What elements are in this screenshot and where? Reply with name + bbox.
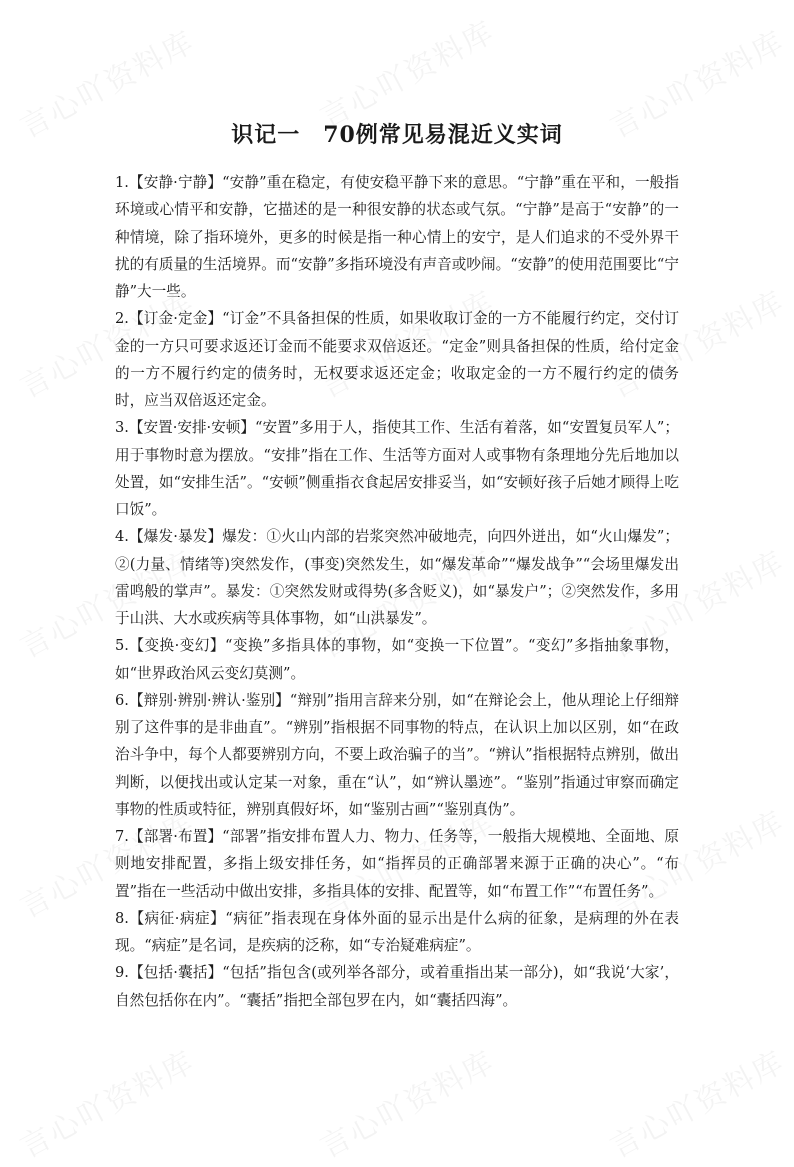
entry-2: 2.【订金·定金】“订金”不具备担保的性质，如果收取订金的一方不能履行约定，交付订金的一方只可要求返还订金而不能要求双倍返还。“定金”则具备担保的性质，给付定金的一方不履行约定的债务时，无权要求返还定金；收取定金的一方不履行约定的债务时，应当双倍返还定金。 xyxy=(115,310,679,409)
entry-4: 4.【爆发·暴发】爆发：①火山内部的岩浆突然冲破地壳，向四外迸出，如“火山爆发”；②(力量、情绪等)突然发作，(事变)突然发生，如“爆发革命”“爆发战争”“会场里爆发出雷鸣般的掌声”。暴发：①突然发财或得势(多含贬义)，如“暴发户”；②突然发作，多用于山洪、大水或疾病等具体事物，如“山洪暴发”。 xyxy=(115,528,679,627)
entry-8: 8.【病征·病症】“病征”指表现在身体外面的显示出是什么病的征象，是病理的外在表现。“病症”是名词，是疾病的泛称，如“专治疑难病症”。 xyxy=(115,909,679,954)
entry-6: 6.【辩别·辨别·辨认·鉴别】“辩别”指用言辞来分别，如“在辩论会上，他从理论上仔细辩别了这件事的是非曲直”。“辨别”指根据不同事物的特点，在认识上加以区别，如“在政治斗争中，每个人都要辨别方向，不要上政治骗子的当”。“辨认”指根据特点辨别，做出判断，以便找出或认定某一对象，重在“认”，如“辨认墨迹”。“鉴别”指通过审察而确定事物的性质或特征，辨别真假好坏，如“鉴别古画”“鉴别真伪”。 xyxy=(115,691,679,818)
entry-5: 5.【变换·变幻】“变换”多指具体的事物，如“变换一下位置”。“变幻”多指抽象事物，如“世界政治风云变幻莫测”。 xyxy=(115,637,679,682)
watermark xyxy=(601,1038,791,1167)
entry-3: 3.【安置·安排·安顿】“安置”多用于人，指使其工作、生活有着落，如“安置复员军人”；用于事物时意为摆放。“安排”指在工作、生活等方面对人或事物有条理地分先后地加以处置，如“安排生活”。“安顿”侧重指衣食起居安排妥当，如“安顿好孩子后她才顾得上吃口饭”。 xyxy=(115,419,679,518)
watermark xyxy=(11,1038,201,1167)
watermark xyxy=(311,1038,501,1167)
entry-1: 1.【安静·宁静】“安静”重在稳定，有使安稳平静下来的意思。“宁静”重在平和，一般指环境或心情平和安静，它描述的是一种很安静的状态或气氛。“宁静”是高于“安静”的一种情境，除了指环境外，更多的时候是指一种心情上的安宁，是人们追求的不受外界干扰的有质量的生活境界。而“安静”多指环境没有声音或吵闹。“安静”的使用范围要比“宁静”大一些。 xyxy=(115,174,679,300)
page-title: 识记一 70例常见易混近义实词 xyxy=(231,122,563,148)
entry-9: 9.【包括·囊括】“包括”指包含(或列举各部分，或着重指出某一部分)，如“我说‘大家’，自然包括你在内”。“囊括”指把全部包罗在内，如“囊括四海”。 xyxy=(115,964,679,1009)
entry-7: 7.【部署·布置】“部署”指安排布置人力、物力、任务等，一般指大规模地、全面地、原则地安排配置，多指上级安排任务，如“指挥员的正确部署来源于正确的决心”。“布置”指在一些活动中做出安排，多指具体的安排、配置等，如“布置工作”“布置任务”。 xyxy=(115,828,679,900)
entry-list xyxy=(115,169,679,1014)
